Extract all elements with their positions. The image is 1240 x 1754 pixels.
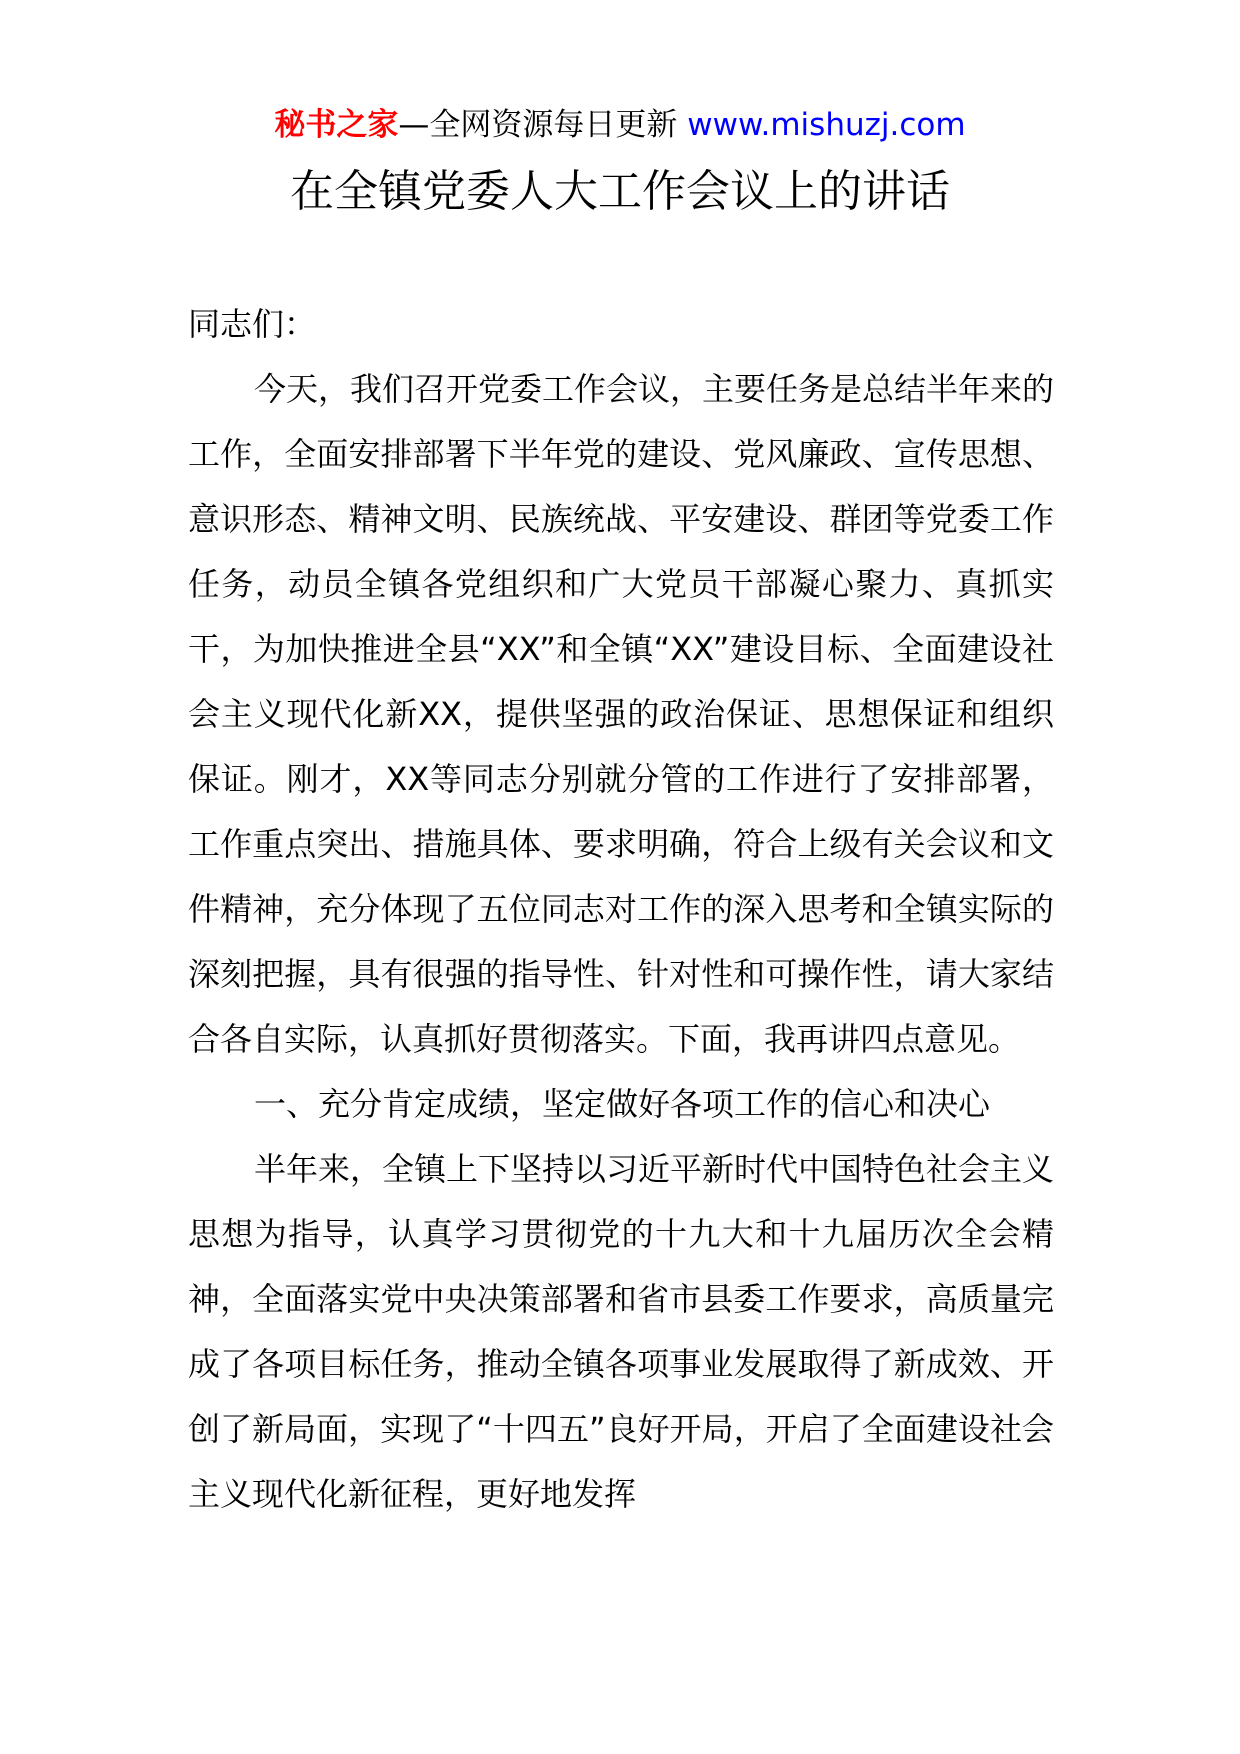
site-header bbox=[0, 103, 1240, 147]
section-heading: 一、充分肯定成绩，坚定做好各项工作的信心和决心 bbox=[254, 1085, 991, 1123]
salutation: 同志们： bbox=[188, 305, 317, 343]
section-paragraph: 半年来，全镇上下坚持以习近平新时代中国特色社会主义思想为指导，认真学习贯彻党的十九大和十九届历次全会精神，全面落实党中央决策部署和省市县委工作要求，高质量完成了各项目标任务，推动全镇各项事业发展取得了新成效、开创了新局面，实现了“十四五”良好开局，开启了全面建设社会主义现代化新征程，更好地发挥 bbox=[188, 1150, 1055, 1513]
body-paragraph: 今天，我们召开党委工作会议，主要任务是总结半年来的工作，全面安排部署下半年党的建设、党风廉政、宣传思想、意识形态、精神文明、民族统战、平安建设、群团等党委工作任务，动员全镇各党组织和广大党员干部凝心聚力、真抓实干，为加快推进全县“XX”和全镇“XX”建设目标、全面建设社会主义现代化新XX，提供坚强的政治保证、思想保证和组织保证。刚才，XX等同志分别就分管的工作进行了安排部署，工作重点突出、措施具体、要求明确，符合上级有关会议和文件精神，充分体现了五位同志对工作的深入思考和全镇实际的深刻把握，具有很强的指导性、针对性和可操作性，请大家结合各自实际，认真抓好贯彻落实。下面，我再讲四点意见。 bbox=[188, 370, 1055, 1058]
document-title: 在全镇党委人大工作会议上的讲话 bbox=[290, 166, 950, 217]
document-body bbox=[188, 292, 1054, 1527]
site-slogan: —全网资源每日更新 bbox=[398, 107, 678, 143]
brand-name: 秘书之家 bbox=[274, 107, 399, 143]
site-url-link[interactable]: www.mishuzj.com bbox=[687, 107, 966, 143]
